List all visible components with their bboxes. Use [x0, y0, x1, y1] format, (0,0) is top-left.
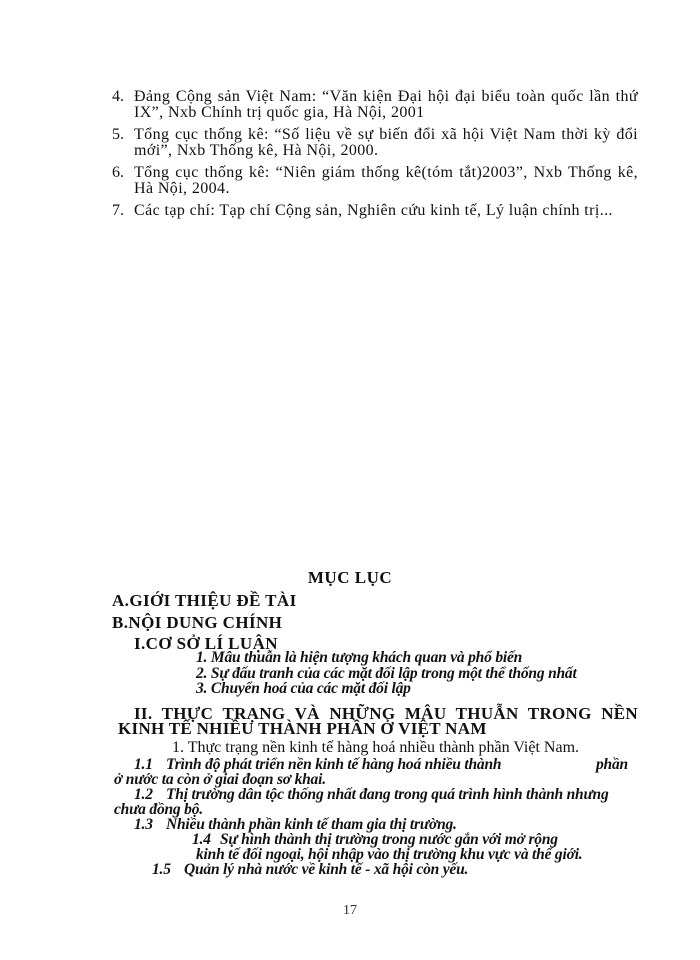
reference-number: 7. [112, 202, 124, 219]
reference-text: Đảng Cộng sản Việt Nam: “Văn kiện Đại hội đại biểu toàn quốc lần thứ IX”, Nxb Chính trị quốc gia, Hà Nội, 2001 [134, 88, 638, 121]
toc-item-1-5-number: 1.5 [152, 861, 171, 878]
toc-item-1-4-line1: Sự hình thành thị trường trong nước gắn với mở rộng [220, 831, 558, 848]
toc-item-1-4-number: 1.4 [192, 831, 211, 848]
reference-item-4 [112, 89, 638, 121]
toc-part-1-item-1: 1. Mâu thuẫn là hiện tượng khách quan và phổ biến [196, 649, 523, 666]
toc-item-1-5-line1: Quản lý nhà nước về kinh tế - xã hội còn yếu. [184, 861, 469, 878]
toc-part-1-item-2: 2. Sự đấu tranh của các mặt đối lập trong một thể thống nhất [196, 665, 577, 682]
toc-part-2-heading [118, 706, 638, 736]
toc-part-1-heading: I.CƠ SỞ LÍ LUẬN [134, 634, 278, 653]
page-number: 17 [343, 903, 357, 918]
toc-item-1-2-number: 1.2 [134, 786, 153, 803]
toc-section-a: A.GIỚI THIỆU ĐỀ TÀI [112, 591, 297, 610]
toc-item-1-4-line2: kinh tế đối ngoại, hội nhập vào thị trường khu vực và thế giới. [196, 846, 583, 863]
reference-number: 4. [112, 88, 124, 105]
toc-item-1-3-number: 1.3 [134, 816, 153, 833]
reference-text: Tổng cục thống kê: “Niên giám thống kê(tóm tắt)2003”, Nxb Thống kê, Hà Nội, 2004. [134, 164, 638, 197]
reference-item-6 [112, 165, 638, 197]
toc-item-1-2-line1: Thị trường dân tộc thống nhất đang trong quá trình hình thành nhưng [166, 786, 609, 803]
toc-item-1-1-number: 1.1 [134, 756, 153, 773]
reference-item-7 [112, 203, 638, 219]
toc-item-1-1-line1: Trình độ phát triển nền kinh tế hàng hoá nhiều thành [166, 756, 502, 773]
toc-item-1-1-line2: ở nước ta còn ở giai đoạn sơ khai. [114, 771, 326, 788]
toc-part-2-heading-line2: KINH TẾ NHIỀU THÀNH PHẦN Ở VIỆT NAM [118, 719, 487, 738]
toc-title: MỤC LỤC [307, 568, 393, 587]
toc-item-1-1-line1-end: phần [596, 756, 628, 773]
toc-item-1-3-line1: Nhiều thành phần kinh tế tham gia thị trường. [166, 816, 457, 833]
reference-number: 5. [112, 126, 124, 143]
reference-number: 6. [112, 164, 124, 181]
toc-item-1-2-line2: chưa đồng bộ. [114, 801, 203, 818]
reference-item-5 [112, 127, 638, 159]
toc-part-2-heading-line1: II. THỰC TRẠNG VÀ NHỮNG MÂU THUẪN TRONG NỀN [134, 704, 638, 723]
toc-part-2-sub-1: 1. Thực trạng nền kinh tế hàng hoá nhiều thành phần Việt Nam. [172, 739, 580, 756]
toc-part-1-item-3: 3. Chuyển hoá của các mặt đối lập [196, 680, 411, 697]
reference-text: Các tạp chí: Tạp chí Cộng sản, Nghiên cứu kinh tế, Lý luận chính trị... [134, 202, 613, 219]
reference-text: Tổng cục thống kê: “Số liệu về sự biến đổi xã hội Việt Nam thời kỳ đổi mới”, Nxb Thống kê, Hà Nội, 2000. [134, 126, 638, 159]
toc-section-b: B.NỘI DUNG CHÍNH [112, 613, 283, 632]
